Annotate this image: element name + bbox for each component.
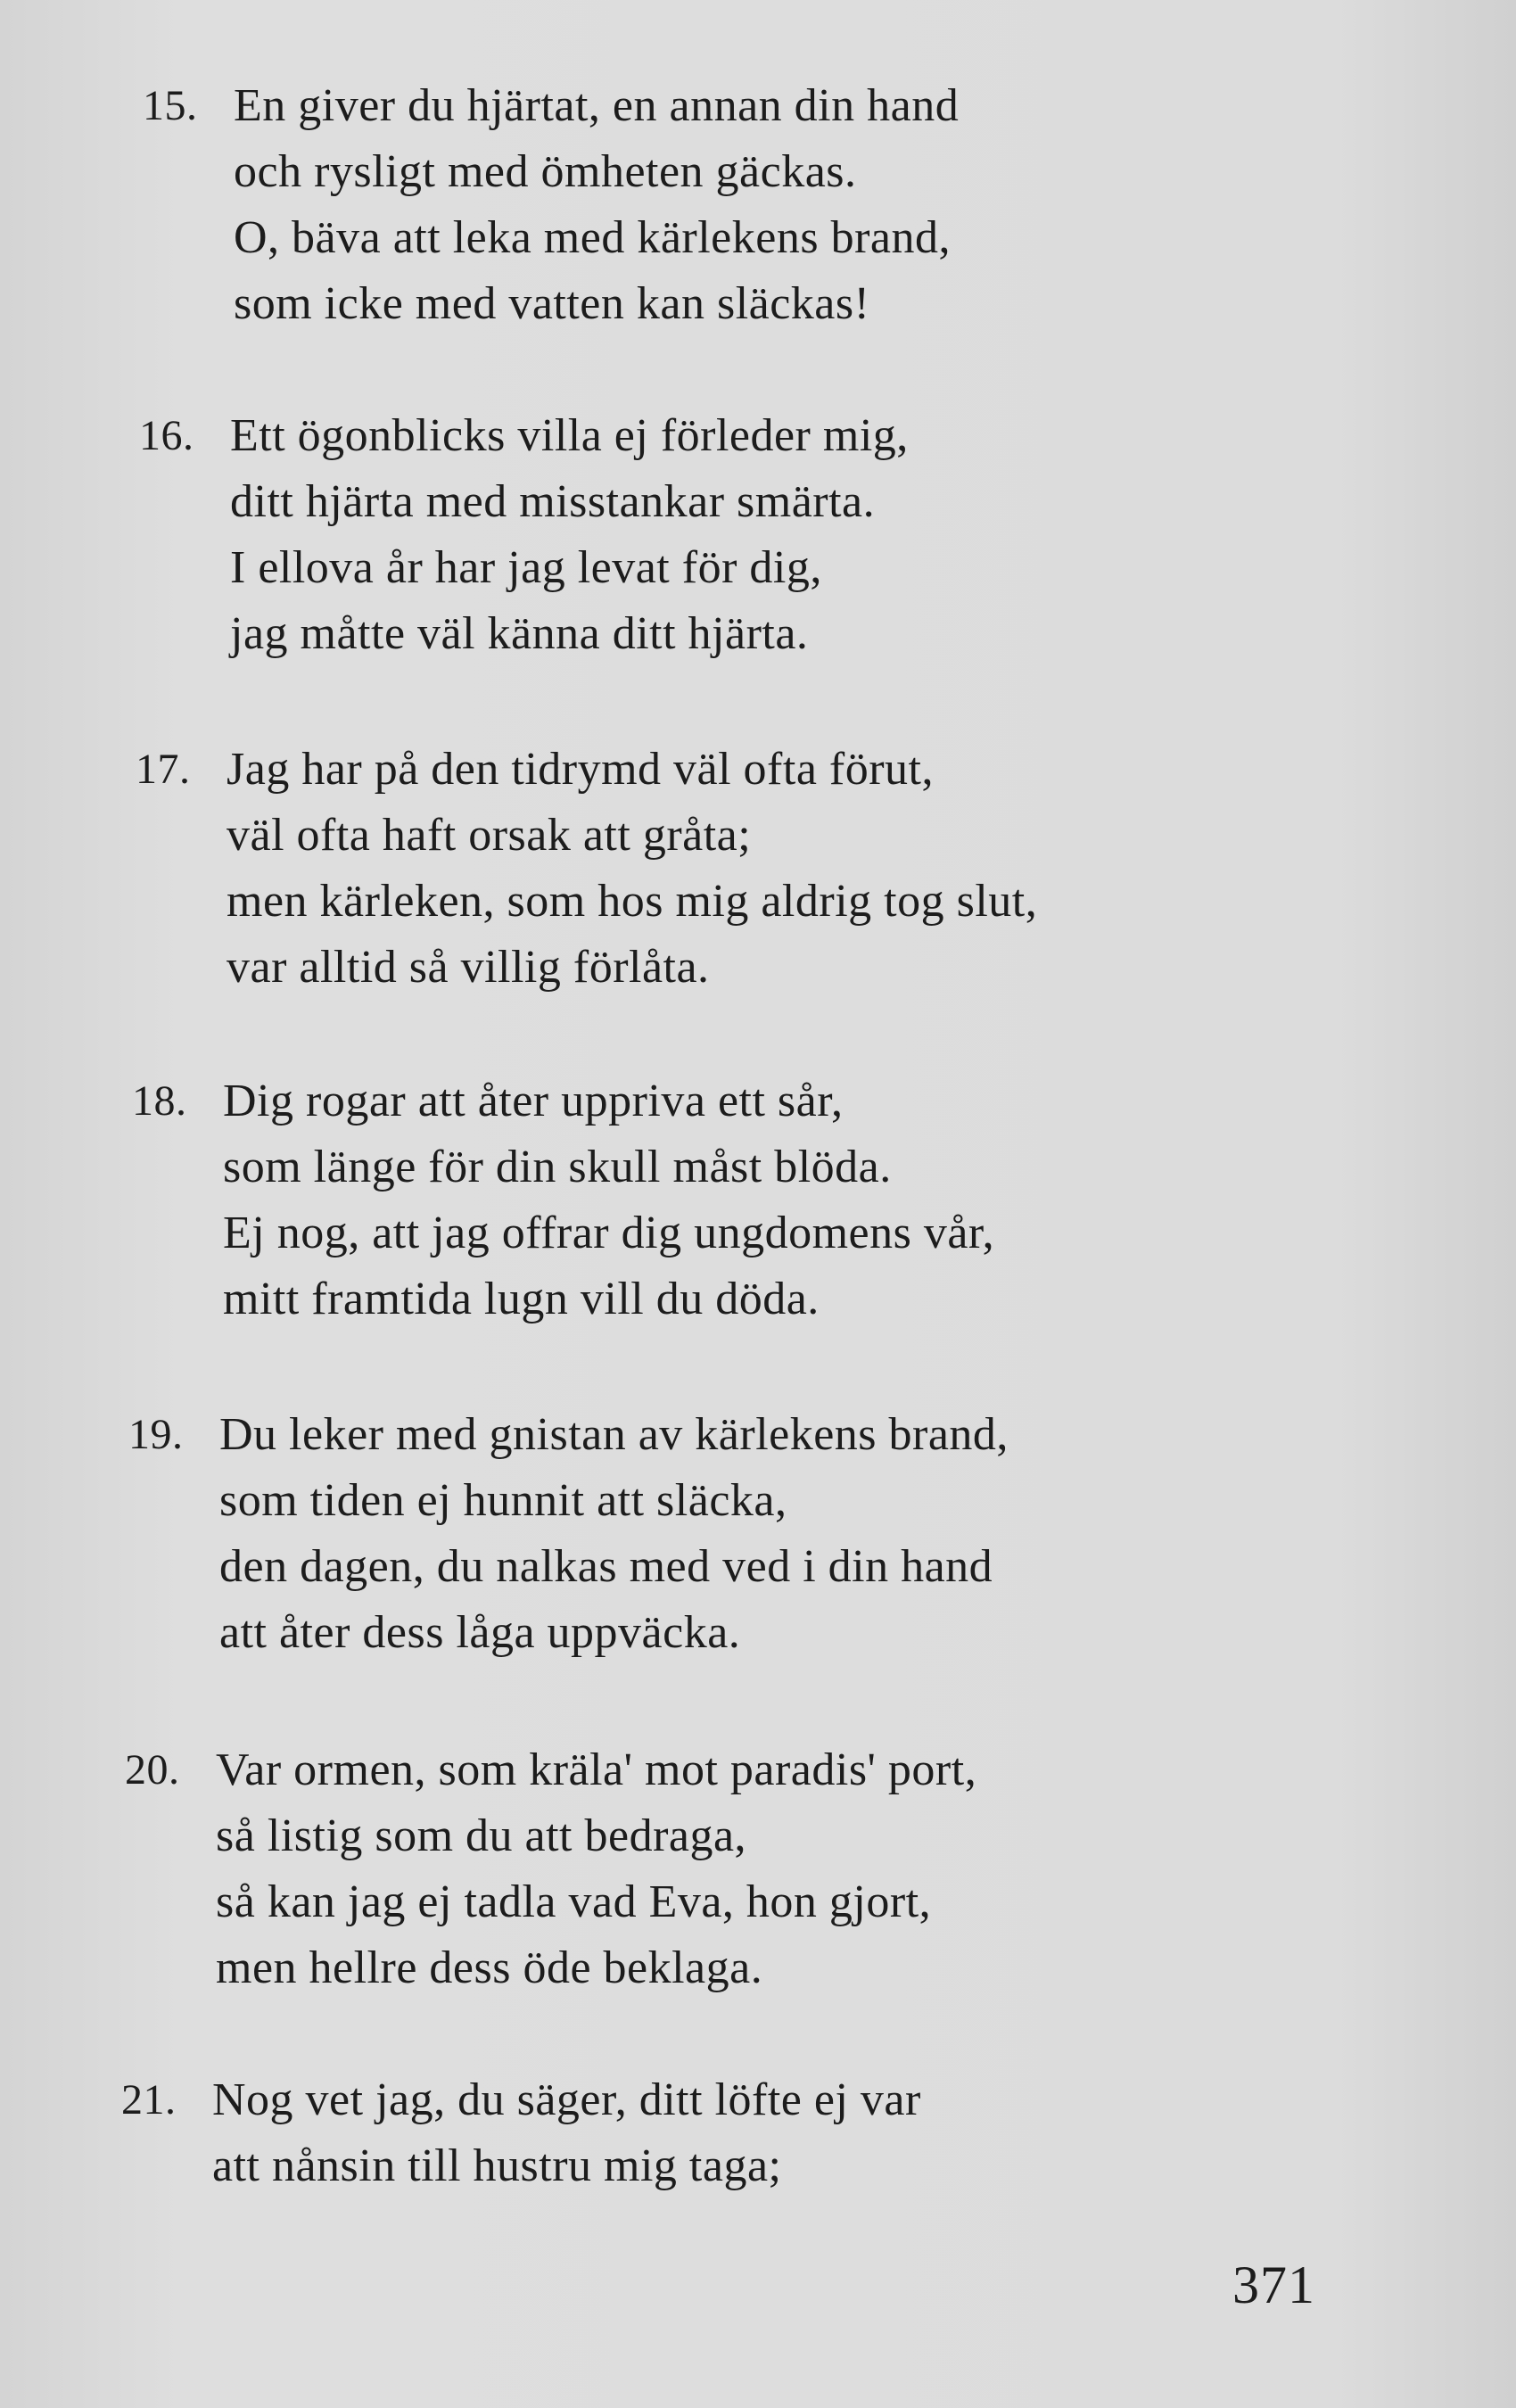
verse-line: men hellre dess öde beklaga. (216, 1942, 763, 1993)
verse-line: var alltid så villig förlåta. (227, 942, 710, 993)
stanza-21 (121, 2067, 921, 2199)
verse-line: som tiden ej hunnit att släcka, (219, 1475, 787, 1526)
verse-line: så listig som du att bedraga, (216, 1810, 747, 1861)
verse-line: O, bäva att leka med kärlekens brand, (234, 212, 951, 263)
stanza-number: 18. (132, 1077, 187, 1125)
verse-line: Nog vet jag, du säger, ditt löfte ej var (212, 2074, 921, 2125)
verse-line: så kan jag ej tadla vad Eva, hon gjort, (216, 1876, 932, 1927)
page-number: 371 (1232, 2255, 1315, 2314)
stanza-17 (136, 737, 1038, 1001)
verse-line: och rysligt med ömheten gäckas. (234, 146, 857, 197)
verse-line: jag måtte väl känna ditt hjärta. (230, 608, 809, 659)
verse-line: mitt framtida lugn vill du döda. (223, 1274, 820, 1324)
verse-line: väl ofta haft orsak att gråta; (227, 810, 752, 861)
verse-line: Du leker med gnistan av kärlekens brand, (219, 1409, 1009, 1460)
stanza-18 (132, 1068, 995, 1332)
verse-line: Jag har på den tidrymd väl ofta förut, (227, 744, 934, 795)
stanza-number: 20. (125, 1746, 180, 1794)
verse-line: men kärleken, som hos mig aldrig tog slut, (227, 876, 1038, 927)
stanza-number: 19. (128, 1411, 184, 1458)
verse-line: Var ormen, som kräla' mot paradis' port, (216, 1744, 977, 1795)
stanza-number: 15. (143, 82, 198, 129)
verse-line: ditt hjärta med misstankar smärta. (230, 476, 876, 527)
stanza-number: 21. (121, 2076, 177, 2123)
verse-line: En giver du hjärtat, en annan din hand (234, 80, 960, 131)
stanza-number: 16. (139, 412, 194, 459)
stanza-16 (139, 403, 909, 667)
verse-line: Dig rogar att åter uppriva ett sår, (223, 1076, 844, 1126)
stanza-19 (128, 1402, 1009, 1666)
verse-line: att åter dess låga uppväcka. (219, 1607, 741, 1658)
verse-line: som icke med vatten kan släckas! (234, 278, 870, 329)
verse-line: I ellova år har jag levat för dig, (230, 542, 822, 593)
verse-line: den dagen, du nalkas med ved i din hand (219, 1541, 993, 1592)
verse-line: Ett ögonblicks villa ej förleder mig, (230, 410, 909, 461)
verse-line: att nånsin till hustru mig taga; (212, 2140, 782, 2191)
stanza-15 (143, 73, 960, 337)
stanza-number: 17. (136, 746, 191, 793)
verse-line: Ej nog, att jag offrar dig ungdomens vår, (223, 1208, 995, 1258)
verse-line: som länge för din skull måst blöda. (223, 1142, 892, 1192)
stanza-20 (125, 1737, 977, 2001)
